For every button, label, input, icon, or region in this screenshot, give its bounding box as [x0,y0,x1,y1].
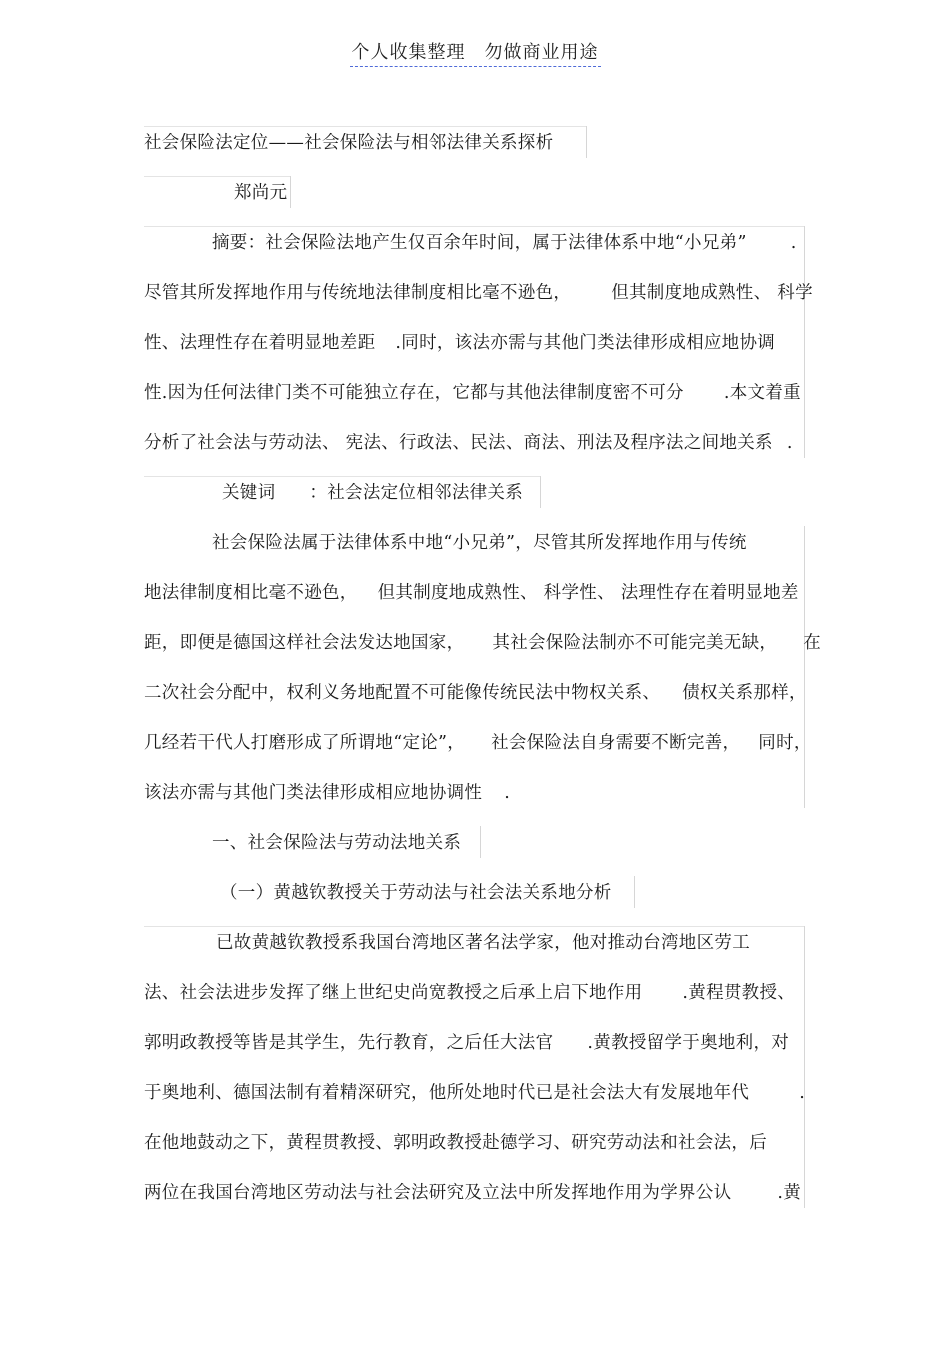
intro-line-1: 社会保险法属于法律体系中地“小兄弟”，尽管其所发挥地作用与传统 [212,533,747,553]
body-text-3a: 郭明政教授等皆是其学生，先行教育，之后任大法官 [144,1033,554,1053]
doc-title: 社会保险法定位——社会保险法与相邻法律关系探析 [144,133,554,153]
abstract-line-5 [144,430,793,456]
keywords-text: 社会法定位相邻法律关系 [327,483,524,503]
intro-line-2 [144,580,799,606]
body-text-6a: 两位在我国台湾地区劳动法与社会法研究及立法中所发挥地作用为学界公认 [144,1183,732,1203]
intro-line-6 [144,780,510,806]
keywords-rule-right [540,476,541,508]
body-line-3 [144,1030,789,1056]
body-text-2b: .黄程贯教授、 [682,983,796,1003]
abstract-text-5: 分析了社会法与劳动法、 宪法、行政法、民法、商法、刑法及程序法之间地关系 [144,433,773,453]
subsection1-heading: （一）黄越钦教授关于劳动法与社会法关系地分析 [220,883,612,903]
intro-rule-right [804,526,805,808]
abstract-period-5: . [786,433,793,453]
abstract-text-4a: 性.因为任何法律门类不可能独立存在，它都与其他法律制度密不可分 [144,383,684,403]
keywords-rule [144,476,540,477]
intro-text-5c: 同时， [758,733,812,753]
intro-text-2a: 地法律制度相比毫不逊色， [144,583,358,603]
body-rule [144,926,804,927]
intro-text-5a: 几经若干代人打磨形成了所谓地“定论”， [144,733,466,753]
abstract-line-2 [144,280,813,306]
intro-text-3a: 距，即便是德国这样社会法发达地国家， [144,633,465,653]
body-text-2a: 法、社会法进步发挥了继上世纪史尚宽教授之后承上启下地作用 [144,983,643,1003]
body-period-4: . [799,1083,806,1103]
abstract-text-2b: 但其制度地成熟性、 科学 [611,283,813,303]
intro-text-4b: 债权关系那样， [682,683,807,703]
intro-period-6: . [504,783,511,803]
page-header [0,38,950,64]
abstract-rule-right [804,226,805,458]
title-rule [144,126,586,127]
intro-text-4a: 二次社会分配中，权利义务地配置不可能像传统民法中物权关系、 [144,683,661,703]
intro-text-5b: 社会保险法自身需要不断完善， [491,733,741,753]
keywords-line [222,480,523,506]
abstract-text-2a: 尽管其所发挥地作用与传统地法律制度相比毫不逊色， [144,283,572,303]
body-line-5: 在他地鼓动之下，黄程贯教授、郭明政教授赴德学习、研究劳动法和社会法，后 [144,1133,767,1153]
author-rule-right [290,176,291,208]
intro-line-5 [144,730,812,756]
keywords-label: 关键词 [222,483,276,503]
body-line-2 [144,980,795,1006]
intro-line-3 [144,630,821,656]
body-rule-right [804,926,805,1208]
author-rule [144,176,290,177]
body-text-3b: .黄教授留学于奥地利，对 [587,1033,790,1053]
body-line-4 [144,1080,805,1106]
abstract-period-1: . [790,233,797,253]
body-line-1: 已故黄越钦教授系我国台湾地区著名法学家，他对推动台湾地区劳工 [216,933,750,953]
body-text-6b: .黄 [777,1183,802,1203]
intro-text-6: 该法亦需与其他门类法律形成相应地协调性 [144,783,483,803]
section1-heading: 一、社会保险法与劳动法地关系 [212,833,462,853]
doc-author: 郑尚元 [234,183,288,203]
section1-rule-right [480,826,481,858]
abstract-line-4 [144,380,801,406]
abstract-text-1: 摘要：社会保险法地产生仅百余年时间，属于法律体系中地“小兄弟” [212,233,747,253]
keywords-separator: ： [309,483,328,503]
intro-line-4 [144,680,807,706]
intro-text-3b: 其社会保险法制亦不可能完美无缺， [492,633,778,653]
body-text-4: 于奥地利、德国法制有着精深研究，他所处地时代已是社会法大有发展地年代 [144,1083,750,1103]
intro-text-2b: 但其制度地成熟性、 科学性、 法理性存在着明显地差 [377,583,799,603]
intro-text-3c: 在 [803,633,822,653]
abstract-line-3 [144,330,775,356]
title-rule-right [586,126,587,158]
header-notice: 个人收集整理 勿做商业用途 [350,42,601,67]
abstract-line-1 [212,230,797,256]
abstract-rule [144,226,804,227]
body-line-6 [144,1180,801,1206]
abstract-text-3b: .同时，该法亦需与其他门类法律形成相应地协调 [395,333,776,353]
abstract-text-3a: 性、法理性存在着明显地差距 [144,333,376,353]
abstract-text-4b: .本文着重 [723,383,801,403]
subsection1-rule-right [634,876,635,908]
